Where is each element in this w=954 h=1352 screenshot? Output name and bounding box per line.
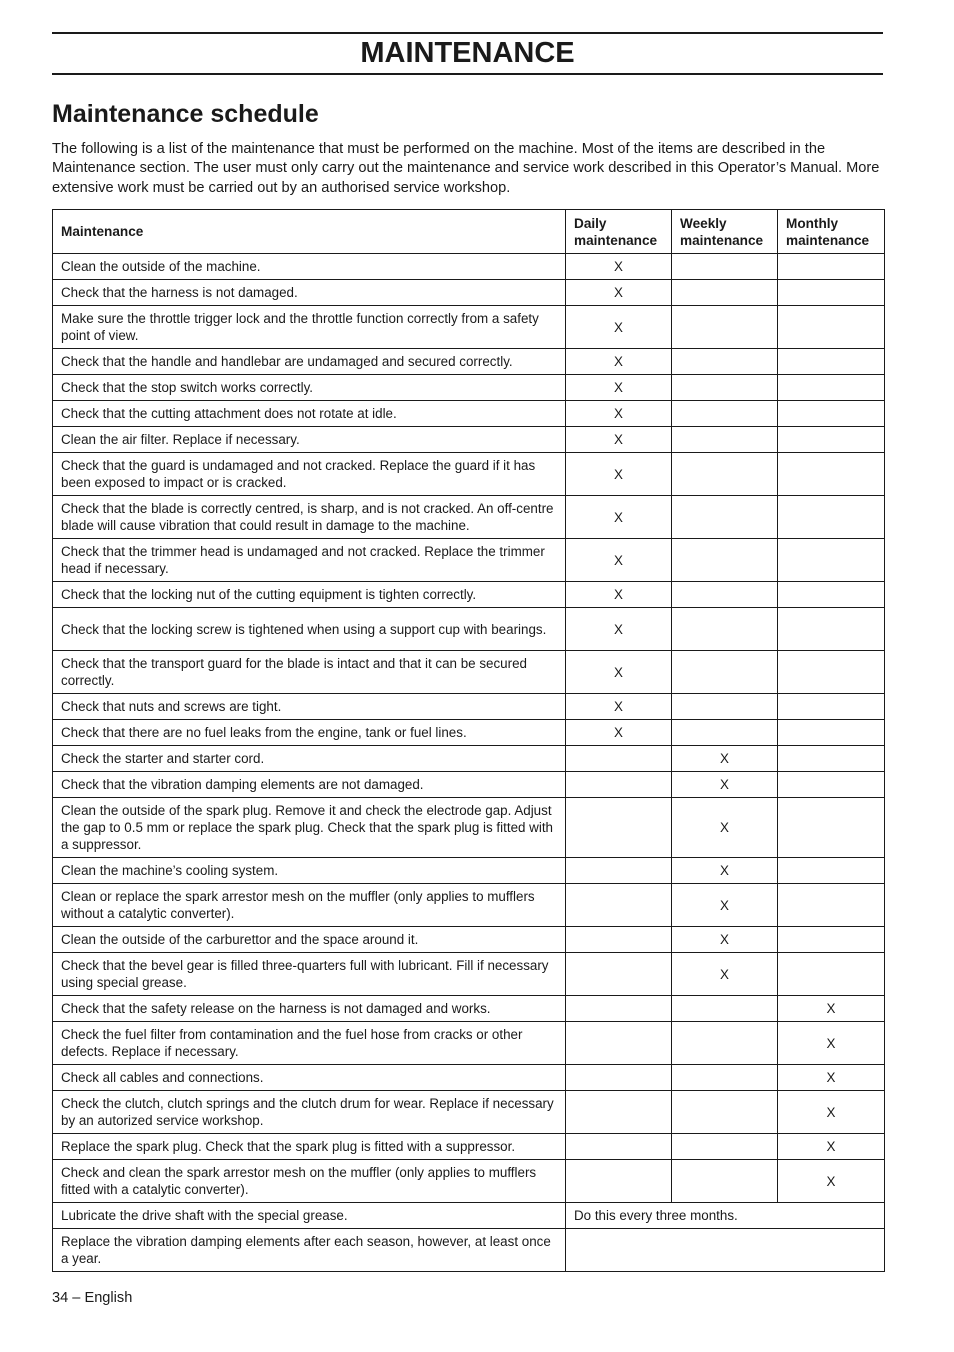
- task-cell: Check that the bevel gear is filled three-quarters full with lubricant. Fill if necessary using special grease.: [53, 953, 566, 996]
- table-row: [53, 349, 885, 375]
- table-row: [53, 496, 885, 539]
- interval-note: Do this every three months.: [566, 1203, 885, 1229]
- task-cell: Replace the vibration damping elements after each season, however, at least once a year.: [53, 1229, 566, 1272]
- table-row: [53, 651, 885, 694]
- task-cell: Check that the harness is not damaged.: [53, 280, 566, 306]
- task-cell: Check that the locking screw is tightened when using a support cup with bearings.: [53, 608, 566, 651]
- daily-mark: [566, 1134, 672, 1160]
- monthly-mark: [778, 746, 885, 772]
- task-cell: Check the starter and starter cord.: [53, 746, 566, 772]
- table-row: [53, 1091, 885, 1134]
- task-cell: Check that the trimmer head is undamaged and not cracked. Replace the trimmer head if necessary.: [53, 539, 566, 582]
- monthly-mark: [778, 427, 885, 453]
- task-cell: Check that the blade is correctly centred, is sharp, and is not cracked. An off-centre blade will cause vibration that could result in damage to the machine.: [53, 496, 566, 539]
- header-maintenance: Maintenance: [53, 210, 566, 254]
- task-cell: Check that the guard is undamaged and not cracked. Replace the guard if it has been exposed to impact or is cracked.: [53, 453, 566, 496]
- daily-mark: [566, 858, 672, 884]
- task-cell: Replace the spark plug. Check that the spark plug is fitted with a suppressor.: [53, 1134, 566, 1160]
- monthly-mark: [778, 608, 885, 651]
- table-row: [53, 1203, 885, 1229]
- task-cell: Check that the stop switch works correctly.: [53, 375, 566, 401]
- daily-mark: X: [566, 496, 672, 539]
- task-cell: Check that the safety release on the harness is not damaged and works.: [53, 996, 566, 1022]
- daily-mark: X: [566, 453, 672, 496]
- monthly-mark: X: [778, 1065, 885, 1091]
- daily-mark: [566, 1091, 672, 1134]
- weekly-mark: X: [672, 927, 778, 953]
- task-cell: Clean the air filter. Replace if necessary.: [53, 427, 566, 453]
- daily-mark: X: [566, 401, 672, 427]
- task-cell: Check that nuts and screws are tight.: [53, 694, 566, 720]
- weekly-mark: [672, 280, 778, 306]
- daily-mark: [566, 798, 672, 858]
- table-row: [53, 746, 885, 772]
- table-header-row: [53, 210, 885, 254]
- weekly-mark: [672, 427, 778, 453]
- page-heading: Maintenance schedule: [52, 100, 319, 128]
- table-row: [53, 539, 885, 582]
- weekly-mark: [672, 349, 778, 375]
- weekly-mark: [672, 375, 778, 401]
- daily-mark: X: [566, 582, 672, 608]
- monthly-mark: [778, 254, 885, 280]
- monthly-mark: [778, 401, 885, 427]
- daily-mark: X: [566, 694, 672, 720]
- weekly-mark: [672, 254, 778, 280]
- task-cell: Check that the handle and handlebar are undamaged and secured correctly.: [53, 349, 566, 375]
- task-cell: Check the clutch, clutch springs and the clutch drum for wear. Replace if necessary by an autorized service workshop.: [53, 1091, 566, 1134]
- section-rule-top: [52, 32, 883, 34]
- monthly-mark: X: [778, 1022, 885, 1065]
- table-row: [53, 375, 885, 401]
- monthly-mark: [778, 539, 885, 582]
- table-row: [53, 608, 885, 651]
- table-row: [53, 720, 885, 746]
- daily-mark: X: [566, 349, 672, 375]
- task-cell: Check that the transport guard for the blade is intact and that it can be secured correctly.: [53, 651, 566, 694]
- daily-mark: X: [566, 306, 672, 349]
- task-cell: Check that there are no fuel leaks from the engine, tank or fuel lines.: [53, 720, 566, 746]
- table-row: [53, 772, 885, 798]
- table-row: [53, 1022, 885, 1065]
- task-cell: Clean the machine’s cooling system.: [53, 858, 566, 884]
- table-row: [53, 996, 885, 1022]
- daily-mark: [566, 884, 672, 927]
- monthly-mark: [778, 694, 885, 720]
- interval-note: [566, 1229, 885, 1272]
- daily-mark: X: [566, 254, 672, 280]
- weekly-mark: [672, 539, 778, 582]
- monthly-mark: [778, 496, 885, 539]
- weekly-mark: X: [672, 884, 778, 927]
- daily-mark: X: [566, 539, 672, 582]
- daily-mark: X: [566, 720, 672, 746]
- monthly-mark: [778, 280, 885, 306]
- monthly-mark: X: [778, 996, 885, 1022]
- daily-mark: [566, 746, 672, 772]
- weekly-mark: [672, 720, 778, 746]
- daily-mark: X: [566, 375, 672, 401]
- task-cell: Clean the outside of the carburettor and the space around it.: [53, 927, 566, 953]
- table-row: [53, 453, 885, 496]
- daily-mark: X: [566, 280, 672, 306]
- table-row: [53, 884, 885, 927]
- weekly-mark: [672, 1022, 778, 1065]
- header-weekly: Weekly maintenance: [672, 210, 778, 254]
- table-row: [53, 401, 885, 427]
- table-row: [53, 1134, 885, 1160]
- table-row: [53, 306, 885, 349]
- weekly-mark: X: [672, 953, 778, 996]
- table-row: [53, 927, 885, 953]
- weekly-mark: [672, 651, 778, 694]
- monthly-mark: X: [778, 1134, 885, 1160]
- table-row: [53, 798, 885, 858]
- daily-mark: X: [566, 608, 672, 651]
- task-cell: Check that the vibration damping elements are not damaged.: [53, 772, 566, 798]
- task-cell: Check the fuel filter from contamination and the fuel hose from cracks or other defects. Replace if necessary.: [53, 1022, 566, 1065]
- weekly-mark: [672, 996, 778, 1022]
- weekly-mark: [672, 1091, 778, 1134]
- task-cell: Check that the cutting attachment does not rotate at idle.: [53, 401, 566, 427]
- table-row: [53, 1229, 885, 1272]
- weekly-mark: [672, 453, 778, 496]
- monthly-mark: [778, 306, 885, 349]
- weekly-mark: [672, 401, 778, 427]
- weekly-mark: [672, 694, 778, 720]
- weekly-mark: X: [672, 772, 778, 798]
- task-cell: Check that the locking nut of the cutting equipment is tighten correctly.: [53, 582, 566, 608]
- task-cell: Lubricate the drive shaft with the special grease.: [53, 1203, 566, 1229]
- daily-mark: [566, 1022, 672, 1065]
- monthly-mark: [778, 884, 885, 927]
- weekly-mark: X: [672, 798, 778, 858]
- daily-mark: [566, 953, 672, 996]
- weekly-mark: [672, 496, 778, 539]
- monthly-mark: [778, 651, 885, 694]
- monthly-mark: [778, 858, 885, 884]
- table-row: [53, 694, 885, 720]
- daily-mark: [566, 1160, 672, 1203]
- weekly-mark: [672, 608, 778, 651]
- table-row: [53, 1160, 885, 1203]
- task-cell: Make sure the throttle trigger lock and the throttle function correctly from a safety point of view.: [53, 306, 566, 349]
- task-cell: Clean the outside of the spark plug. Remove it and check the electrode gap. Adjust the gap to 0.5 mm or replace the spark plug. Check that the spark plug is fitted with a suppressor.: [53, 798, 566, 858]
- weekly-mark: [672, 306, 778, 349]
- section-rule-bottom: [52, 73, 883, 75]
- page-footer: 34 – English: [52, 1290, 133, 1306]
- monthly-mark: [778, 927, 885, 953]
- weekly-mark: [672, 1134, 778, 1160]
- header-monthly: Monthly maintenance: [778, 210, 885, 254]
- daily-mark: [566, 927, 672, 953]
- table-row: [53, 953, 885, 996]
- daily-mark: [566, 772, 672, 798]
- intro-paragraph: The following is a list of the maintenance that must be performed on the machine. Most of the items are described in the Maintenance section. The user must only carry out the maintenance and service work described in this Operator’s Manual. More extensive work must be carried out by an authorised service workshop.: [52, 141, 880, 196]
- weekly-mark: [672, 582, 778, 608]
- monthly-mark: [778, 772, 885, 798]
- monthly-mark: [778, 798, 885, 858]
- weekly-mark: X: [672, 746, 778, 772]
- maintenance-schedule-table: [52, 209, 885, 1272]
- table-row: [53, 858, 885, 884]
- table-row: [53, 280, 885, 306]
- daily-mark: X: [566, 651, 672, 694]
- table-row: [53, 254, 885, 280]
- weekly-mark: [672, 1160, 778, 1203]
- monthly-mark: [778, 453, 885, 496]
- daily-mark: [566, 1065, 672, 1091]
- monthly-mark: [778, 349, 885, 375]
- monthly-mark: [778, 720, 885, 746]
- table-row: [53, 427, 885, 453]
- task-cell: Check and clean the spark arrestor mesh on the muffler (only applies to mufflers fitted with a catalytic converter).: [53, 1160, 566, 1203]
- weekly-mark: X: [672, 858, 778, 884]
- monthly-mark: X: [778, 1091, 885, 1134]
- weekly-mark: [672, 1065, 778, 1091]
- task-cell: Clean or replace the spark arrestor mesh on the muffler (only applies to mufflers without a catalytic converter).: [53, 884, 566, 927]
- monthly-mark: [778, 953, 885, 996]
- table-row: [53, 1065, 885, 1091]
- monthly-mark: X: [778, 1160, 885, 1203]
- task-cell: Clean the outside of the machine.: [53, 254, 566, 280]
- table-row: [53, 582, 885, 608]
- daily-mark: X: [566, 427, 672, 453]
- daily-mark: [566, 996, 672, 1022]
- task-cell: Check all cables and connections.: [53, 1065, 566, 1091]
- section-title: MAINTENANCE: [360, 37, 575, 69]
- header-daily: Daily maintenance: [566, 210, 672, 254]
- monthly-mark: [778, 582, 885, 608]
- monthly-mark: [778, 375, 885, 401]
